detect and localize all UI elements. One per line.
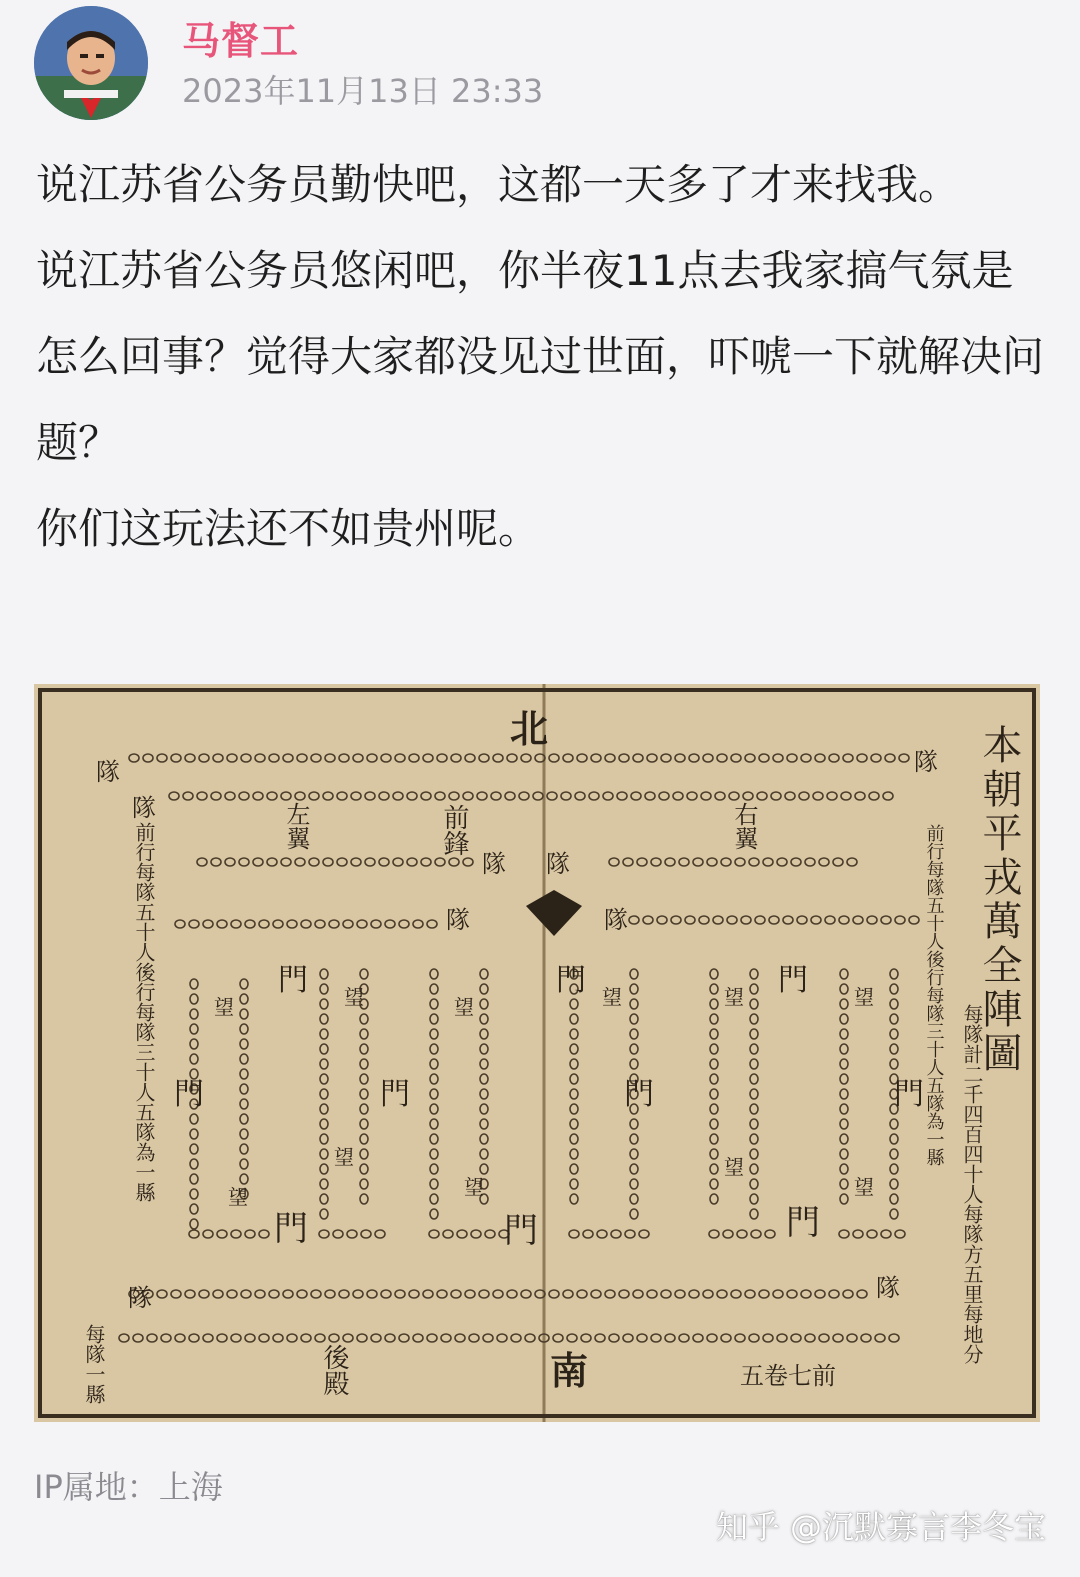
map-team-label: 隊 xyxy=(876,1274,900,1302)
map-watch-label: 望 xyxy=(724,1155,744,1179)
map-note-left: 前行每隊五十人後行每隊三十人五隊為一縣 xyxy=(132,822,156,1202)
map-watch-label: 望 xyxy=(214,995,234,1019)
map-gate-label: 門 xyxy=(174,1077,204,1112)
formation-map-illustration xyxy=(34,684,1040,1422)
map-gate-label: 門 xyxy=(894,1077,924,1112)
map-label-rear: 後殿 xyxy=(319,1344,349,1396)
map-watch-label: 望 xyxy=(334,1145,354,1169)
map-gate-label: 門 xyxy=(786,1203,820,1243)
map-page-mark: 五卷七前 xyxy=(740,1362,836,1390)
map-watch-label: 望 xyxy=(602,985,622,1009)
map-team-label: 隊 xyxy=(914,748,938,776)
author-name[interactable]: 马督工 xyxy=(182,19,300,63)
map-gate-label: 門 xyxy=(504,1211,538,1251)
map-subtitle: 每隊計二千四百四十人每隊方五里每地分 xyxy=(960,1004,984,1364)
avatar-photo xyxy=(34,6,148,120)
post-paragraph: 说江苏省公务员勤快吧，这都一天多了才来找我。 xyxy=(36,160,961,209)
map-watch-label: 望 xyxy=(724,985,744,1009)
post-body xyxy=(36,142,1046,572)
avatar[interactable] xyxy=(34,6,148,120)
map-watch-label: 望 xyxy=(464,1175,484,1199)
map-label-north: 北 xyxy=(510,706,549,751)
ip-location: IP属地：上海 xyxy=(34,1468,223,1506)
map-gate-label: 門 xyxy=(278,963,308,998)
map-team-label: 隊 xyxy=(446,906,470,934)
map-label-right: 右翼 xyxy=(730,802,758,850)
post-timestamp: 2023年11月13日 23:33 xyxy=(182,72,544,110)
post-paragraph: 你们这玩法还不如贵州呢。 xyxy=(36,504,541,553)
map-gate-label: 門 xyxy=(556,963,586,998)
map-watch-label: 望 xyxy=(344,985,364,1009)
post-paragraph: 说江苏省公务员悠闲吧，你半夜11点去我家搞气氛是怎么回事？觉得大家都没见过世面，吓唬一下就解决问题？ xyxy=(36,246,1045,467)
map-team-label: 隊 xyxy=(96,758,120,786)
map-label-south: 南 xyxy=(550,1348,589,1393)
map-team-label: 隊 xyxy=(482,850,506,878)
map-team-label: 隊 xyxy=(604,906,628,934)
map-label-left: 左翼 xyxy=(282,802,310,850)
post-image-formation-map[interactable] xyxy=(34,684,1040,1422)
map-gate-label: 門 xyxy=(778,963,808,998)
map-gate-label: 門 xyxy=(380,1077,410,1112)
map-title: 本朝平戎萬全陣圖 xyxy=(976,724,1022,1076)
map-watch-label: 望 xyxy=(854,1175,874,1199)
map-watch-label: 望 xyxy=(454,995,474,1019)
map-team-label: 隊 xyxy=(128,1284,152,1312)
map-note-bottom-left: 每隊一縣 xyxy=(82,1324,106,1404)
map-team-label: 隊 xyxy=(132,794,156,822)
map-note-right: 前行每隊五十人後行每隊三十人五隊為一縣 xyxy=(923,824,945,1166)
map-team-label: 隊 xyxy=(546,850,570,878)
watermark: 知乎 @沉默寡言李冬宝 xyxy=(715,1508,1046,1546)
map-gate-label: 門 xyxy=(624,1077,654,1112)
map-watch-label: 望 xyxy=(854,985,874,1009)
map-label-front: 前鋒 xyxy=(439,804,469,856)
map-gate-label: 門 xyxy=(274,1209,308,1249)
map-watch-label: 望 xyxy=(228,1185,248,1209)
